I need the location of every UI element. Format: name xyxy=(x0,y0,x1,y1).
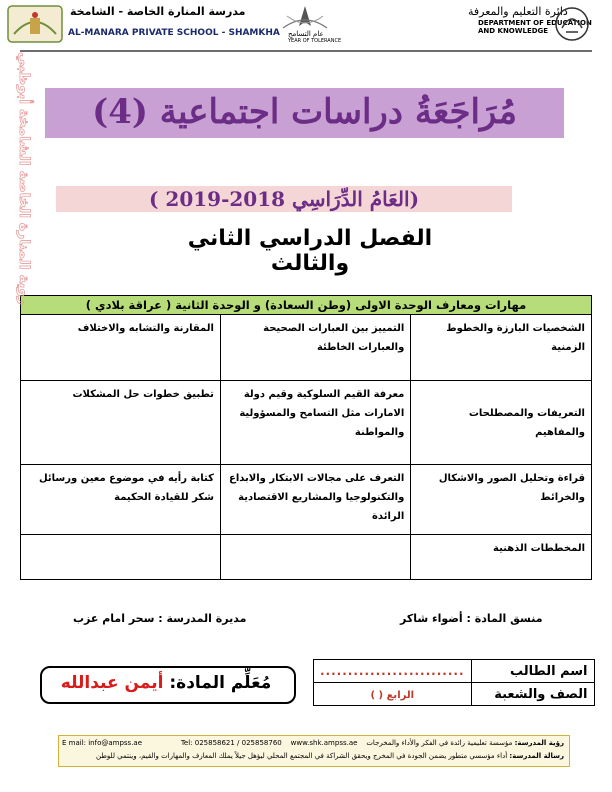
table-row xyxy=(21,465,592,535)
teacher-name: أيمن عبدالله xyxy=(60,673,164,693)
footer-email[interactable]: E mail: info@ampss.ae xyxy=(62,739,143,747)
table-row xyxy=(21,315,592,381)
adek-name-en-line1: DEPARTMENT OF EDUCATION xyxy=(478,19,592,27)
semester-heading: الفصل الدراسي الثاني والثالث xyxy=(187,226,433,276)
adek-name-en-line2: AND KNOWLEDGE xyxy=(478,27,549,35)
mission-label: رسالة المدرسة: xyxy=(509,752,564,760)
footer-phones: Tel: 025858621 / 025858760 xyxy=(180,739,282,747)
school-name-ar: مدرسة المنارة الخاصة - الشامخة xyxy=(70,5,246,18)
footer-mission-line xyxy=(62,752,564,760)
teacher-label: مُعَلِّم المادة: xyxy=(169,673,272,693)
table-cell: التعريفات والمصطلحات والمفاهيم xyxy=(411,381,592,465)
grade-section-field[interactable] xyxy=(314,683,472,706)
table-cell: المخططات الذهنية xyxy=(411,535,592,580)
student-name-field[interactable] xyxy=(314,660,472,683)
table-cell: الشخصيات البارزة والخطوط الزمنية xyxy=(411,315,592,381)
school-name-en: AL-MANARA PRIVATE SCHOOL - SHAMKHA xyxy=(68,28,280,38)
table-cell: المقارنة والتشابه والاختلاف xyxy=(21,315,221,381)
adek-name-ar: دائرة التعليم والمعرفة xyxy=(468,5,568,18)
grade-section-label: الصف والشعبة xyxy=(471,683,594,706)
watermark-text: روية المنارة الخاصة الشامخة أبوظبي xyxy=(16,52,32,305)
footer-website[interactable]: www.shk.ampss.ae xyxy=(290,739,358,747)
student-info-table xyxy=(313,659,595,706)
tolerance-text-ar: عام التسامح xyxy=(288,30,324,38)
abu-dhabi-emblem-icon xyxy=(550,4,594,44)
table-cell: كتابة رأيه في موضوع معين ورسائل شكر للقيادة الحكيمة xyxy=(21,465,221,535)
tolerance-text-en: YEAR OF TOLERANCE xyxy=(288,38,342,44)
table-row xyxy=(21,535,592,580)
table-cell: التمييز بين العبارات الصحيحة والعبارات الخاطئة xyxy=(220,315,410,381)
skills-table xyxy=(20,295,592,580)
academic-year: ( العَامُ الدِّرَاسِي 2018-2019) xyxy=(148,187,420,211)
table-row xyxy=(21,381,592,465)
table-cell: التعرف على مجالات الابتكار والابداع والتكنولوجيا والمشاريع الاقتصادية الرائدة xyxy=(220,465,410,535)
table-cell: قراءة وتحليل الصور والاشكال والخرائط xyxy=(411,465,592,535)
vertical-watermark xyxy=(2,52,32,625)
page-title: مُرَاجَعَةُ دراسات اجتماعية (4) xyxy=(92,92,517,132)
table-cell xyxy=(21,535,221,580)
table-cell: معرفة القيم السلوكية وقيم دولة الامارات مثل التسامح والمسؤولية والمواطنة xyxy=(220,381,410,465)
student-name-value: .......................... xyxy=(320,663,465,678)
subject-teacher xyxy=(40,666,292,700)
table-cell: تطبيق خطوات حل المشكلات xyxy=(21,381,221,465)
subject-coordinator: منسق المادة : أضواء شاكر xyxy=(400,612,543,625)
mission-text: أداء مؤسسي متطور يضمن الجودة في المخرج ويحقق الشراكة في المجتمع المحلي ليؤهل جيلاً يملك المعارف والمهارات والقيم، وينتمي للوطن xyxy=(95,752,508,760)
school-logo-icon xyxy=(6,4,64,44)
vision-text: مؤسسة تعليمية رائدة في الفكر والأداء والمخرجات xyxy=(366,739,513,747)
student-name-label: اسم الطالب xyxy=(471,660,594,683)
table-cell xyxy=(220,535,410,580)
grade-section-value: الرابع ( ) xyxy=(370,689,415,701)
vision-label: رؤية المدرسة: xyxy=(514,739,564,747)
school-director: مديرة المدرسة : سحر امام عزب xyxy=(73,612,247,625)
header-divider xyxy=(20,50,592,52)
skills-table-header: مهارات ومعارف الوحدة الاولى (وطن السعادة) و الوحدة الثانية ( عراقة بلادي ) xyxy=(21,296,592,315)
